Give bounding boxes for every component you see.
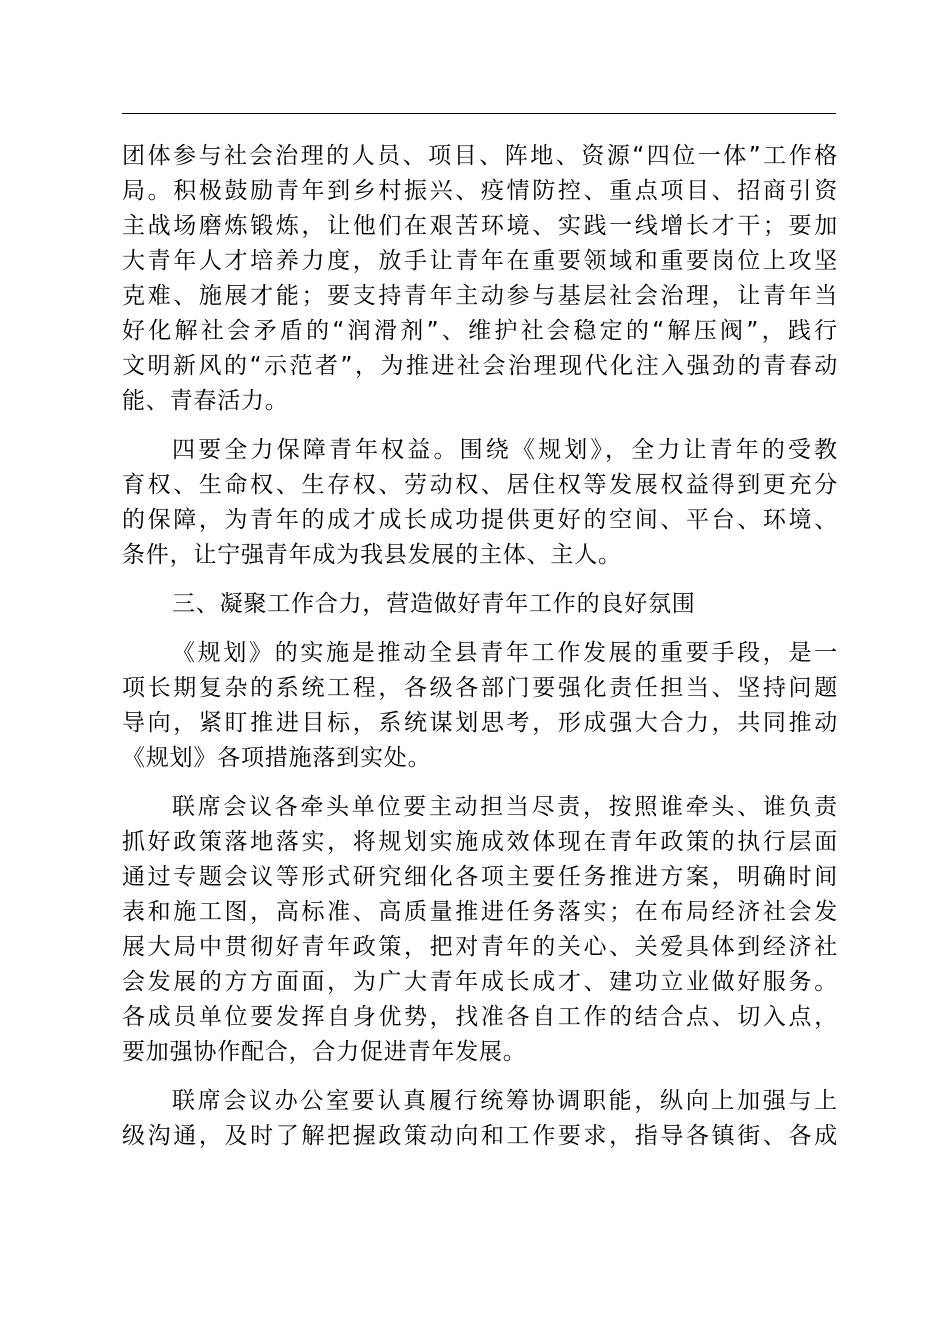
text-line: 表和施工图，高标准、高质量推进任务落实；在布局经济社会发 <box>122 899 838 925</box>
text-line: 抓好政策落地落实，将规划实施成效体现在青年政策的执行层面 <box>122 829 838 855</box>
text-line: 大青年人才培养力度，放手让青年在重要领域和重要岗位上攻坚 <box>122 248 838 274</box>
text-line: 主战场磨炼锻炼，让他们在艰苦环境、实践一线增长才干；要加 <box>122 213 838 239</box>
text-line: 联席会议办公室要认真履行统筹协调职能，纵向上加强与上 <box>172 1088 838 1114</box>
text-line: 要加强协作配合，合力促进青年发展。 <box>122 1039 527 1065</box>
text-line: 各成员单位要发挥自身优势，找准各自工作的结合点、切入点， <box>122 1004 838 1030</box>
paragraph-5 <box>122 790 838 1070</box>
paragraph-6 <box>122 1084 838 1154</box>
text-line: 能、青春活力。 <box>122 388 289 414</box>
paragraph-4 <box>122 636 838 776</box>
text-line: 克难、施展才能；要支持青年主动参与基层社会治理，让青年当 <box>122 283 838 309</box>
text-line: 条件，让宁强青年成为我县发展的主体、主人。 <box>122 542 622 568</box>
text-line: 好化解社会矛盾的“润滑剂”、维护社会稳定的“解压阀”，践行 <box>122 318 838 344</box>
text-line: 团体参与社会治理的人员、项目、阵地、资源“四位一体”工作格 <box>122 143 838 169</box>
text-line: 会发展的方方面面，为广大青年成长成才、建功立业做好服务。 <box>122 969 838 995</box>
text-line: 育权、生命权、生存权、劳动权、居住权等发展权益得到更充分 <box>122 472 838 498</box>
text-line: 《规划》的实施是推动全县青年工作发展的重要手段，是一 <box>172 640 838 666</box>
text-line: 联席会议各牵头单位要主动担当尽责，按照谁牵头、谁负责 <box>172 794 838 820</box>
text-line: 四要全力保障青年权益。围绕《规划》，全力让青年的受教 <box>172 437 838 463</box>
text-line: 文明新风的“示范者”，为推进社会治理现代化注入强劲的青春动 <box>122 353 838 379</box>
text-line: 级沟通，及时了解把握政策动向和工作要求，指导各镇街、各成 <box>122 1123 838 1149</box>
document-body <box>122 139 838 1154</box>
paragraph-2 <box>122 433 838 573</box>
heading-text: 三、凝聚工作合力，营造做好青年工作的良好氛围 <box>172 591 696 617</box>
text-line: 展大局中贯彻好青年政策，把对青年的关心、关爱具体到经济社 <box>122 934 838 960</box>
text-line: 的保障，为青年的成才成长成功提供更好的空间、平台、环境、 <box>122 507 838 533</box>
header-rule <box>122 113 836 114</box>
text-line: 局。积极鼓励青年到乡村振兴、疫情防控、重点项目、招商引资 <box>122 178 838 204</box>
text-line: 项长期复杂的系统工程，各级各部门要强化责任担当、坚持问题 <box>122 675 838 701</box>
section-heading <box>122 587 838 622</box>
text-line: 导向，紧盯推进目标，系统谋划思考，形成强大合力，共同推动 <box>122 710 838 736</box>
text-line: 通过专题会议等形式研究细化各项主要任务推进方案，明确时间 <box>122 864 838 890</box>
text-line: 《规划》各项措施落到实处。 <box>122 745 432 771</box>
paragraph-1 <box>122 139 838 419</box>
